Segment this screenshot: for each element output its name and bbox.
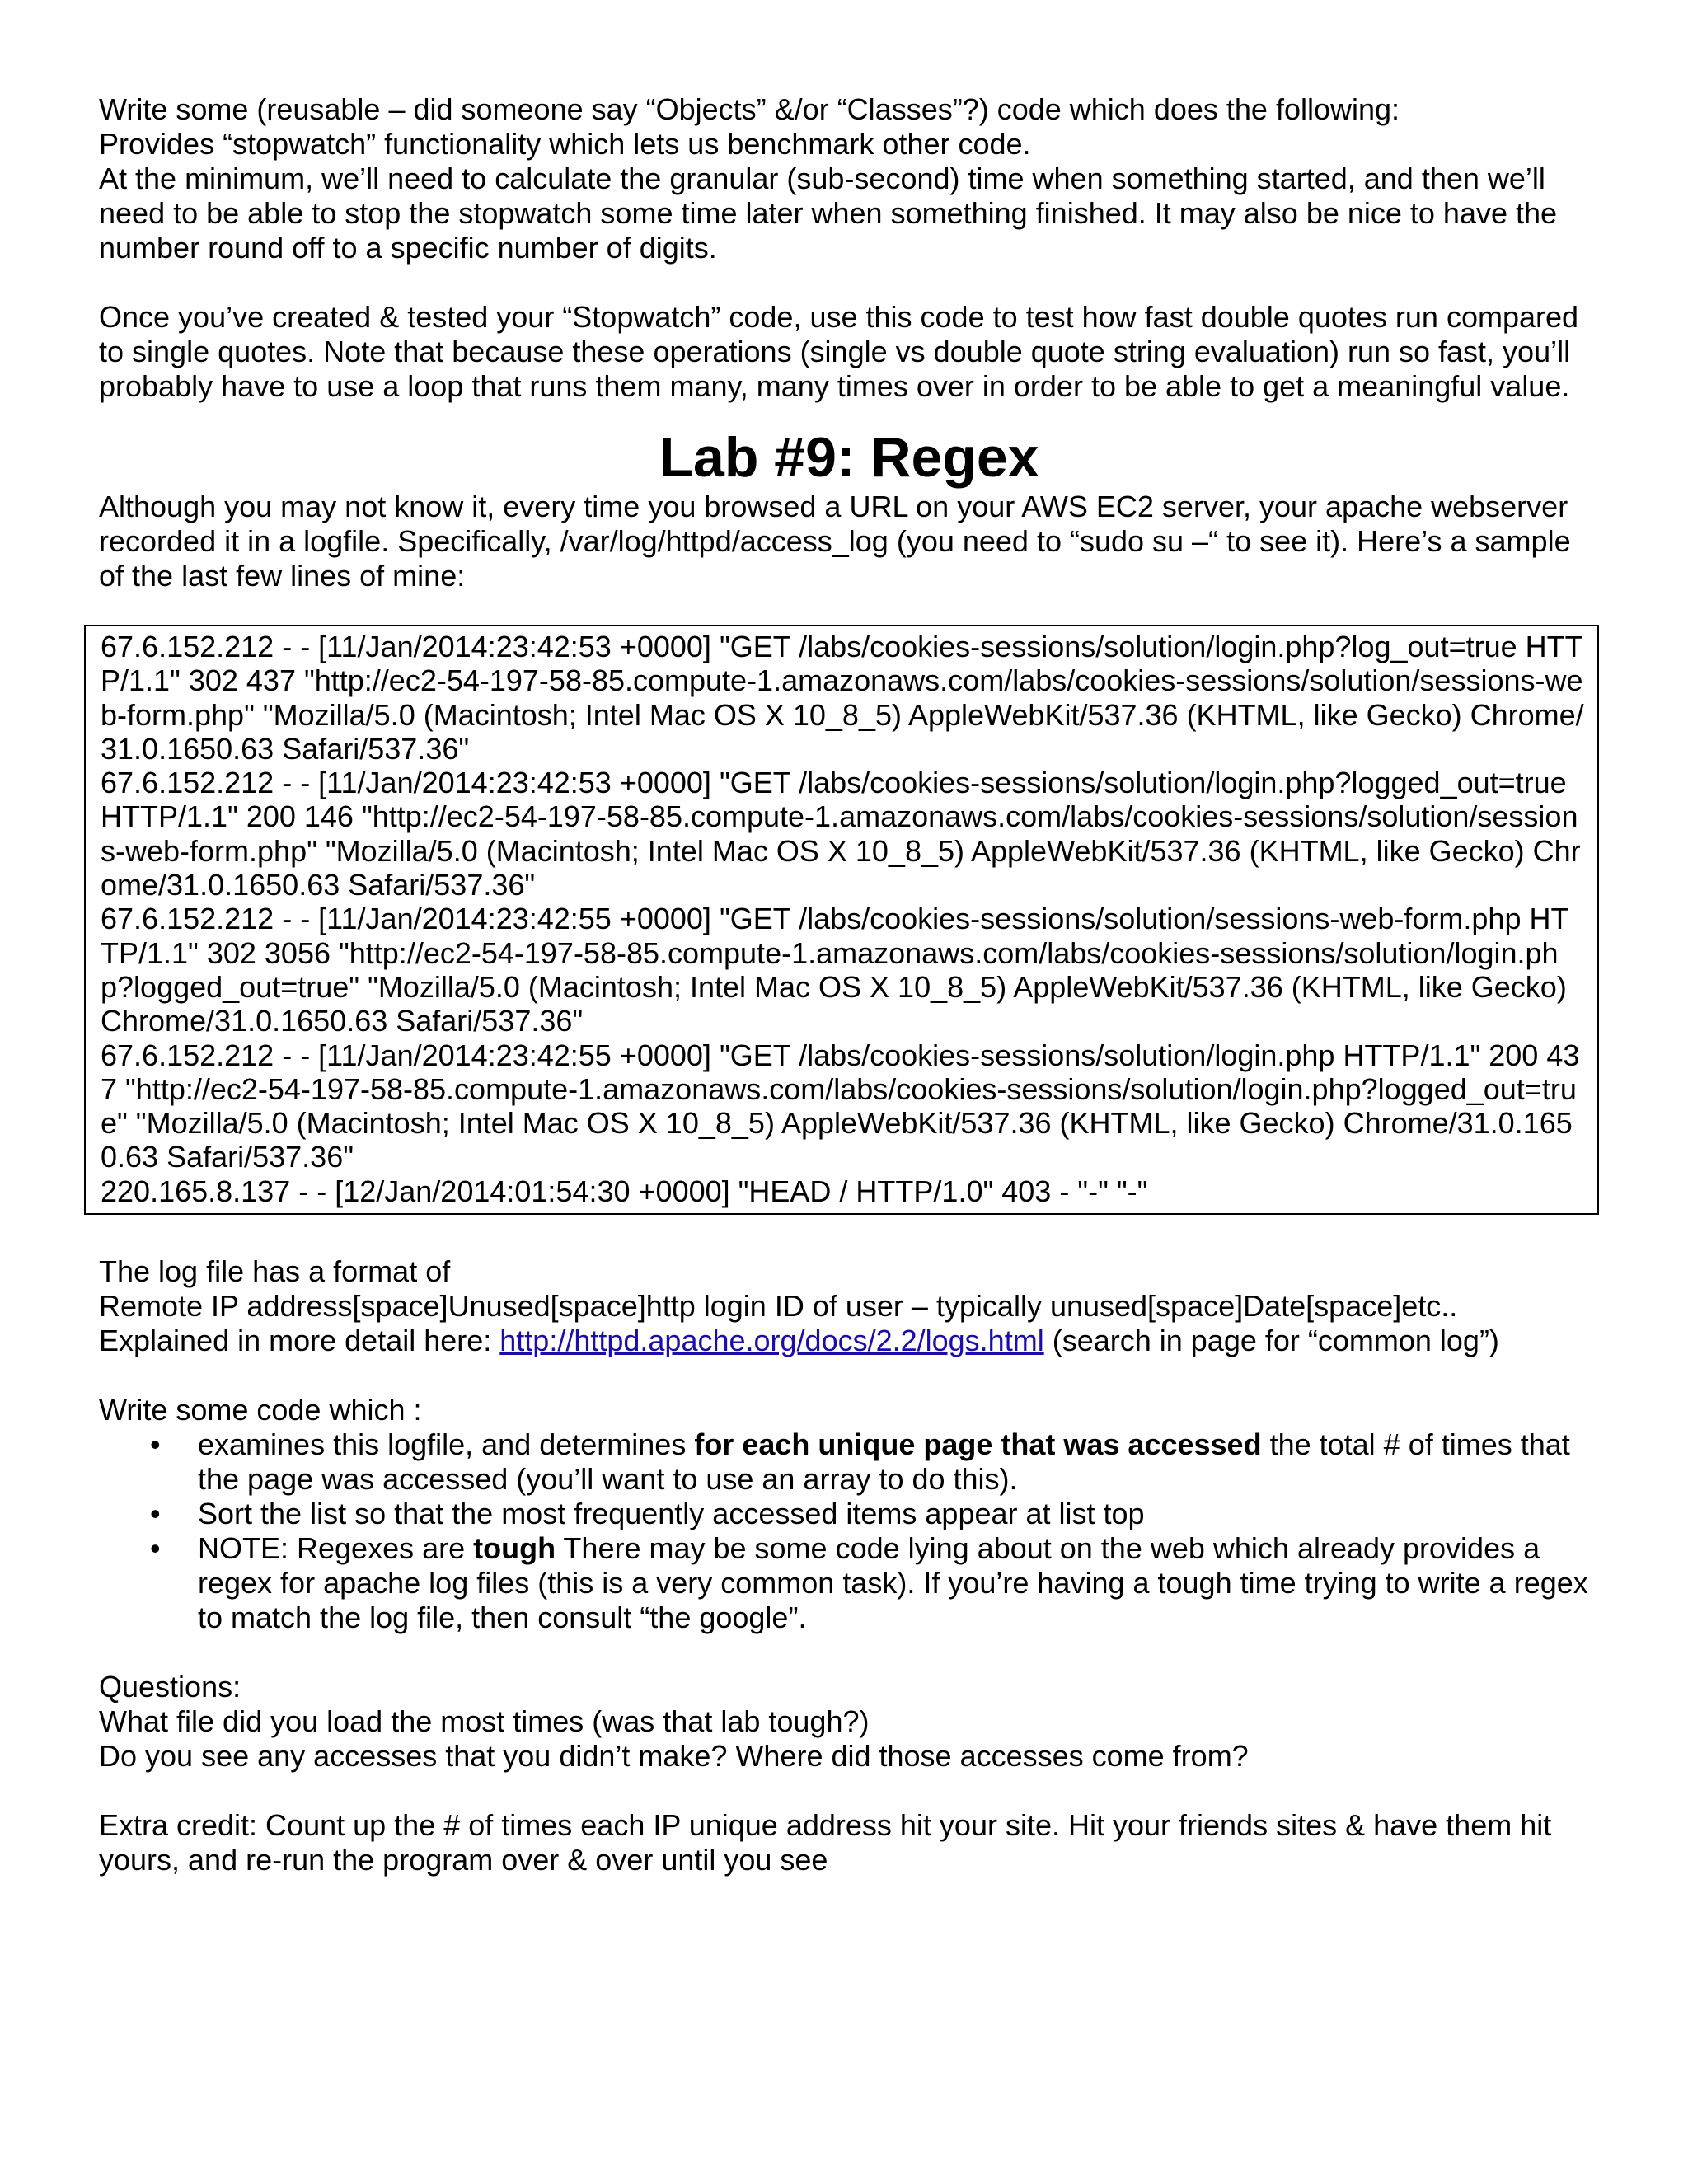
- log-entry: 67.6.152.212 - - [11/Jan/2014:23:42:53 +0000] "GET /labs/cookies-sessions/solution/login.php?log_out=true HTTP/1.1" 302 437 "http://ec2-54-197-58-85.compute-1.amazonaws.com/labs/cookies-sessions/solution/sessions-web-form.php" "Mozilla/5.0 (Macintosh; Intel Mac OS X 10_8_5) AppleWebKit/537.36 (KHTML, like Gecko) Chrome/31.0.1650.63 Safari/537.36": [101, 630, 1584, 766]
- bullet-icon: •: [150, 1427, 161, 1462]
- bullet-icon: •: [150, 1531, 161, 1566]
- questions-heading: Questions:: [99, 1670, 241, 1704]
- write-code-heading: Write some code which :: [99, 1393, 422, 1427]
- stopwatch-paragraph: Once you’ve created & tested your “Stopwatch” code, use this code to test how fast double quotes run compared to single quotes. Note that because these operations (single vs double quote string evaluation) run so fast, you’ll probably have to use a loop that runs them many, many times over in order to be able to get a meaningful value.: [99, 300, 1579, 403]
- question-1: What file did you load the most times (was that lab tough?): [99, 1704, 870, 1739]
- apache-logs-link[interactable]: http://httpd.apache.org/docs/2.2/logs.html: [499, 1324, 1044, 1358]
- format-line-2: Remote IP address[space]Unused[space]http login ID of user – typically unused[space]Date[space]etc..: [99, 1289, 1458, 1324]
- requirements-list: [99, 1427, 1599, 1635]
- explained-prefix: Explained in more detail here:: [99, 1324, 500, 1358]
- document-page: [99, 92, 1599, 1877]
- log-entry: 67.6.152.212 - - [11/Jan/2014:23:42:55 +0000] "GET /labs/cookies-sessions/solution/sessions-web-form.php HTTP/1.1" 302 3056 "http://ec2-54-197-58-85.compute-1.amazonaws.com/labs/cookies-sessions/solution/login.php?logged_out=true" "Mozilla/5.0 (Macintosh; Intel Mac OS X 10_8_5) AppleWebKit/537.36 (KHTML, like Gecko) Chrome/31.0.1650.63 Safari/537.36": [101, 902, 1569, 1038]
- explained-suffix: (search in page for “common log”): [1043, 1324, 1499, 1358]
- intro-line-2: Provides “stopwatch” functionality which lets us benchmark other code.: [99, 127, 1031, 161]
- log-entry: 67.6.152.212 - - [11/Jan/2014:23:42:55 +0000] "GET /labs/cookies-sessions/solution/login.php HTTP/1.1" 200 437 "http://ec2-54-197-58-85.compute-1.amazonaws.com/labs/cookies-sessions/solution/login.php?logged_out=true" "Mozilla/5.0 (Macintosh; Intel Mac OS X 10_8_5) AppleWebKit/537.36 (KHTML, like Gecko) Chrome/31.0.1650.63 Safari/537.36": [101, 1038, 1580, 1174]
- list-item: • examines this logfile, and determines for each unique page that was accessed the total # of times that the page was accessed (you’ll want to use an array to do this).: [150, 1427, 1570, 1497]
- lab-title: Lab #9: Regex: [659, 426, 1039, 489]
- explained-line: [99, 1324, 1599, 1358]
- bullet-icon: •: [150, 1497, 161, 1531]
- list-item: • NOTE: Regexes are tough There may be some code lying about on the web which already provides a regex for apache log files (this is a very common task). If you’re having a tough time trying to write a regex to match the log file, then consult “the google”.: [150, 1531, 1588, 1635]
- format-line-1: The log file has a format of: [99, 1254, 451, 1289]
- log-entry: 220.165.8.137 - - [12/Jan/2014:01:54:30 +0000] "HEAD / HTTP/1.0" 403 - "-" "-": [101, 1174, 1148, 1208]
- access-log-sample-box: [84, 625, 1599, 1215]
- list-item: • Sort the list so that the most frequently accessed items appear at list top: [150, 1497, 1145, 1531]
- lab-intro: Although you may not know it, every time you browsed a URL on your AWS EC2 server, your apache webserver recorded it in a logfile. Specifically, /var/log/httpd/access_log (you need to “sudo su –“ to see it). Here’s a sample of the last few lines of mine:: [99, 490, 1571, 593]
- intro-line-1: Write some (reusable – did someone say “Objects” &/or “Classes”?) code which does the following:: [99, 92, 1400, 126]
- question-2: Do you see any accesses that you didn’t make? Where did those accesses come from?: [99, 1739, 1249, 1774]
- log-entry: 67.6.152.212 - - [11/Jan/2014:23:42:53 +0000] "GET /labs/cookies-sessions/solution/login.php?logged_out=true HTTP/1.1" 200 146 "http://ec2-54-197-58-85.compute-1.amazonaws.com/labs/cookies-sessions/solution/sessions-web-form.php" "Mozilla/5.0 (Macintosh; Intel Mac OS X 10_8_5) AppleWebKit/537.36 (KHTML, like Gecko) Chrome/31.0.1650.63 Safari/537.36": [101, 766, 1581, 902]
- intro-line-3: At the minimum, we’ll need to calculate the granular (sub-second) time when something started, and then we’ll need to be able to stop the stopwatch some time later when something finished. It may also be nice to have the number round off to a specific number of digits.: [99, 162, 1558, 265]
- extra-credit: Extra credit: Count up the # of times each IP unique address hit your site. Hit your friends sites & have them hit yours, and re-run the program over & over until you see: [99, 1808, 1552, 1877]
